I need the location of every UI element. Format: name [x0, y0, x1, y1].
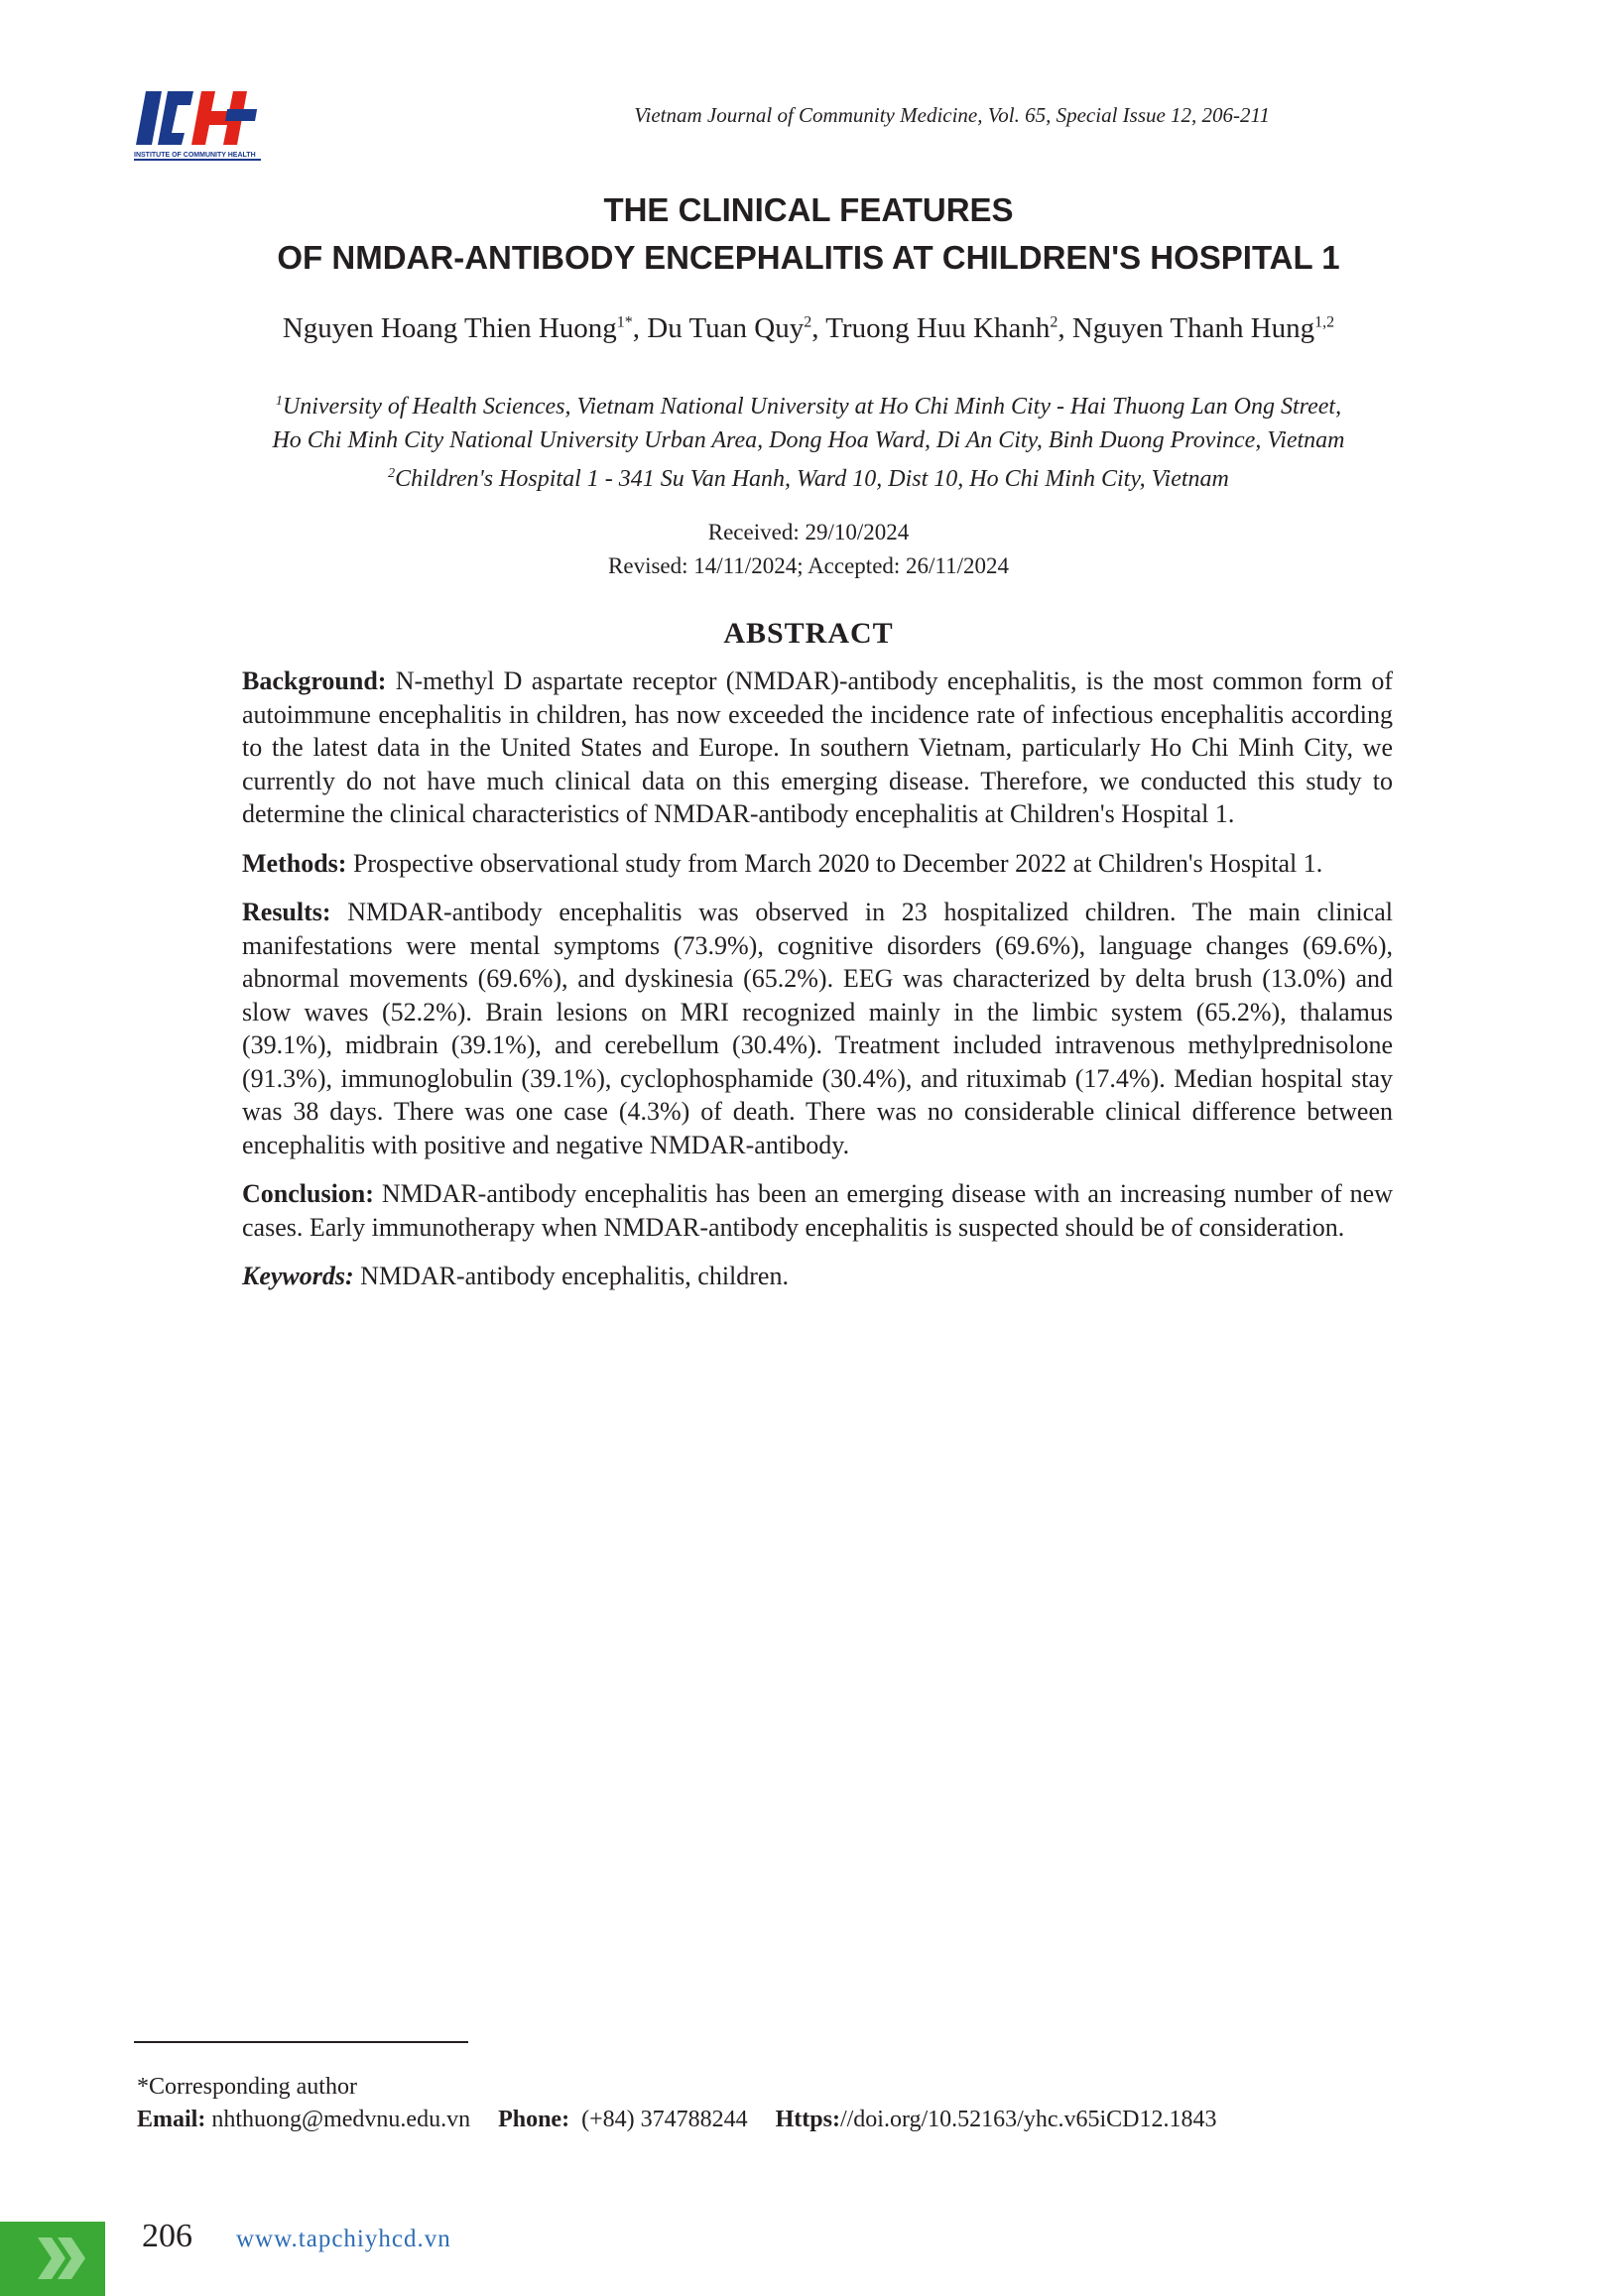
- author-separator: ,: [1057, 312, 1072, 344]
- affiliation-1-line-2: Ho Chi Minh City National University Urban Area, Dong Hoa Ward, Di An City, Binh Duong Province, Vietnam: [272, 427, 1345, 453]
- section-label: Results:: [242, 898, 331, 926]
- double-chevron-icon: [34, 2234, 93, 2283]
- affiliation-text: Children's Hospital 1 - 341 Su Van Hanh, Ward 10, Dist 10, Ho Chi Minh City, Vietnam: [395, 466, 1229, 492]
- institute-logo-icon: [132, 87, 265, 163]
- abstract-body: [242, 665, 1393, 1309]
- section-label: Keywords:: [242, 1262, 354, 1290]
- contact-line: [137, 2107, 1217, 2133]
- received-date: Received: 29/10/2024: [707, 520, 910, 544]
- doi-link[interactable]: //doi.org/10.52163/yhc.v65iCD12.1843: [839, 2107, 1217, 2132]
- email-label: Email:: [137, 2107, 206, 2132]
- author-affiliation-mark: 1*: [616, 313, 633, 331]
- page-number: 206: [142, 2218, 192, 2254]
- journal-logo: [132, 87, 265, 163]
- affiliation-1-line-1: [99, 385, 1518, 423]
- section-label: Methods:: [242, 848, 347, 878]
- section-text: NMDAR-antibody encephalitis has been an emerging disease with an increasing number of new cases. Early immunotherapy when NMDAR-antibody encephalitis is suspected should be of consideration.: [242, 1179, 1393, 1242]
- affiliations: [99, 385, 1518, 496]
- author-name: Truong Huu Khanh: [825, 312, 1051, 344]
- abstract-heading: ABSTRACT: [723, 617, 894, 650]
- affiliation-2: [99, 457, 1518, 496]
- paper-title: [159, 186, 1458, 282]
- doi-label: Https:: [775, 2107, 840, 2132]
- affiliation-mark: 1: [275, 394, 283, 409]
- article-dates: [298, 516, 1319, 583]
- author-separator: ,: [632, 312, 648, 344]
- author-name: Nguyen Thanh Hung: [1071, 312, 1315, 344]
- title-line-1: THE CLINICAL FEATURES: [603, 191, 1014, 228]
- author-separator: ,: [811, 312, 826, 344]
- abstract-keywords: [242, 1260, 1393, 1293]
- section-text: Prospective observational study from March 2020 to December 2022 at Children's Hospital 1.: [346, 848, 1323, 878]
- phone-label: Phone:: [498, 2107, 570, 2132]
- affiliation-mark: 2: [388, 466, 396, 481]
- abstract-methods: [242, 847, 1393, 881]
- author-affiliation-mark: 1,2: [1314, 313, 1335, 331]
- affiliation-text: University of Health Sciences, Vietnam National University at Ho Chi Minh City - Hai Thuong Lan Ong Street,: [282, 394, 1342, 420]
- corresponding-author-note: *Corresponding author: [137, 2074, 357, 2100]
- title-line-2: OF NMDAR-ANTIBODY ENCEPHALITIS AT CHILDREN'S HOSPITAL 1: [277, 239, 1340, 276]
- author-affiliation-mark: 2: [1050, 313, 1058, 331]
- section-label: Conclusion:: [242, 1179, 374, 1208]
- section-label: Background:: [242, 666, 387, 695]
- logo-caption: INSTITUTE OF COMMUNITY HEALTH: [134, 152, 256, 159]
- journal-website-link[interactable]: www.tapchiyhcd.vn: [236, 2226, 451, 2252]
- author-name: Du Tuan Quy: [647, 312, 805, 344]
- abstract-conclusion: [242, 1177, 1393, 1244]
- page-corner-tab: [0, 2222, 105, 2296]
- author-name: Nguyen Hoang Thien Huong: [282, 312, 617, 344]
- section-text: NMDAR-antibody encephalitis, children.: [353, 1262, 789, 1290]
- author-affiliation-mark: 2: [804, 313, 812, 331]
- footnote-divider: [134, 2041, 468, 2043]
- phone-number: (+84) 374788244: [569, 2107, 748, 2132]
- section-text: N-methyl D aspartate receptor (NMDAR)-antibody encephalitis, is the most common form of autoimmune encephalitis in children, has now exceeded the incidence rate of infectious encephalitis according to the latest data in the United States and Europe. In southern Vietnam, particularly Ho Chi Minh City, we currently do not have much clinical data on this emerging disease. Therefore, we conducted this study to determine the clinical characteristics of NMDAR-antibody encephalitis at Children's Hospital 1.: [242, 666, 1393, 828]
- abstract-background: [242, 665, 1393, 831]
- email-address[interactable]: nhthuong@medvnu.edu.vn: [205, 2107, 471, 2132]
- author-list: [99, 312, 1518, 345]
- section-text: NMDAR-antibody encephalitis was observed in 23 hospitalized children. The main clinical manifestations were mental symptoms (73.9%), cognitive disorders (69.6%), language changes (69.6%), abnormal movements (69.6%), and dyskinesia (65.2%). EEG was characterized by delta brush (13.0%) and slow waves (52.2%). Brain lesions on MRI recognized mainly in the limbic system (65.2%), thalamus (39.1%), midbrain (39.1%), and cerebellum (30.4%). Treatment included intravenous methylprednisolone (91.3%), immunoglobulin (39.1%), cyclophosphamide (30.4%), and rituximab (17.4%). Median hospital stay was 38 days. There was one case (4.3%) of death. There was no considerable clinical difference between encephalitis with positive and negative NMDAR-antibody.: [242, 898, 1393, 1159]
- abstract-results: [242, 896, 1393, 1161]
- journal-header: Vietnam Journal of Community Medicine, Vol. 65, Special Issue 12, 206-211: [634, 103, 1270, 127]
- revised-accepted-date: Revised: 14/11/2024; Accepted: 26/11/2024: [608, 553, 1009, 578]
